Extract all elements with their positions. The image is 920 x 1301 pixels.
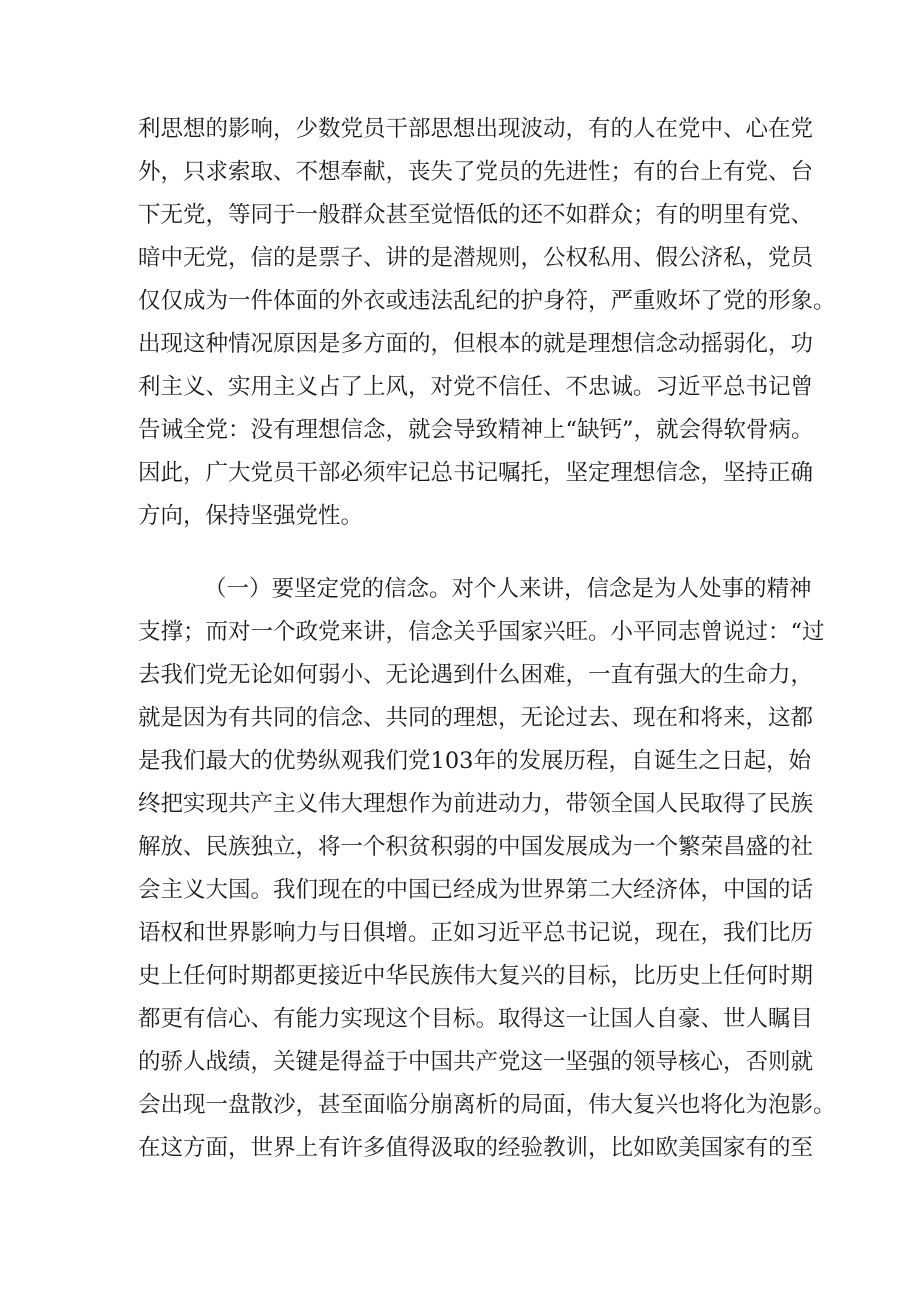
text-line: 因此，广大党员干部必须牢记总书记嘱托，坚定理想信念，坚持正确 (138, 460, 814, 486)
text-line: 会出现一盘散沙，甚至面临分崩离析的局面，伟大复兴也将化为泡影。 (138, 1092, 836, 1118)
text-line: 支撑；而对一个政党来讲，信念关乎国家兴旺。小平同志曾说过：“过 (138, 619, 825, 645)
text-line: 语权和世界影响力与日俱增。正如习近平总书记说，现在，我们比历 (138, 920, 814, 946)
text-line: 出现这种情况原因是多方面的，但根本的就是理想信念动摇弱化，功 (138, 331, 814, 357)
text-line: 暗中无党，信的是票子、讲的是潜规则，公权私用、假公济私，党员 (138, 245, 814, 271)
text-line: 告诫全党：没有理想信念，就会导致精神上“缺钙”，就会得软骨病。 (138, 417, 814, 443)
text-line: 终把实现共产主义伟大理想作为前进动力，带领全国人民取得了民族 (138, 791, 814, 817)
text-line: 下无党，等同于一般群众甚至觉悟低的还不如群众；有的明里有党、 (138, 202, 814, 228)
section-heading-line: （一）要坚定党的信念。对个人来讲，信念是为人处事的精神 (204, 576, 812, 602)
text-line: 仅仅成为一件体面的外衣或违法乱纪的护身符，严重败坏了党的形象。 (138, 288, 836, 314)
paragraph-section-one (138, 568, 836, 1170)
paragraph-continued (138, 108, 836, 538)
text-line: 会主义大国。我们现在的中国已经成为世界第二大经济体，中国的话 (138, 877, 814, 903)
text-line: 史上任何时期都更接近中华民族伟大复兴的目标，比历史上任何时期 (138, 963, 814, 989)
text-line: 利思想的影响，少数党员干部思想出现波动，有的人在党中、心在党 (138, 116, 814, 142)
text-line: 的骄人战绩，关键是得益于中国共产党这一坚强的领导核心，否则就 (138, 1049, 814, 1075)
text-line-last: 方向，保持坚强党性。 (138, 503, 364, 529)
text-line: 都更有信心、有能力实现这个目标。取得这一让国人自豪、世人瞩目 (138, 1006, 814, 1032)
text-line: 在这方面，世界上有许多值得汲取的经验教训，比如欧美国家有的至 (138, 1135, 814, 1161)
text-line: 利主义、实用主义占了上风，对党不信任、不忠诚。习近平总书记曾 (138, 374, 814, 400)
text-line: 就是因为有共同的信念、共同的理想，无论过去、现在和将来，这都 (138, 705, 814, 731)
text-line: 解放、民族独立，将一个积贫积弱的中国发展成为一个繁荣昌盛的社 (138, 834, 814, 860)
text-line: 去我们党无论如何弱小、无论遇到什么困难，一直有强大的生命力， (138, 662, 814, 688)
text-line: 外，只求索取、不想奉献，丧失了党员的先进性；有的台上有党、台 (138, 159, 814, 185)
text-line: 是我们最大的优势纵观我们党103年的发展历程，自诞生之日起，始 (138, 748, 811, 774)
